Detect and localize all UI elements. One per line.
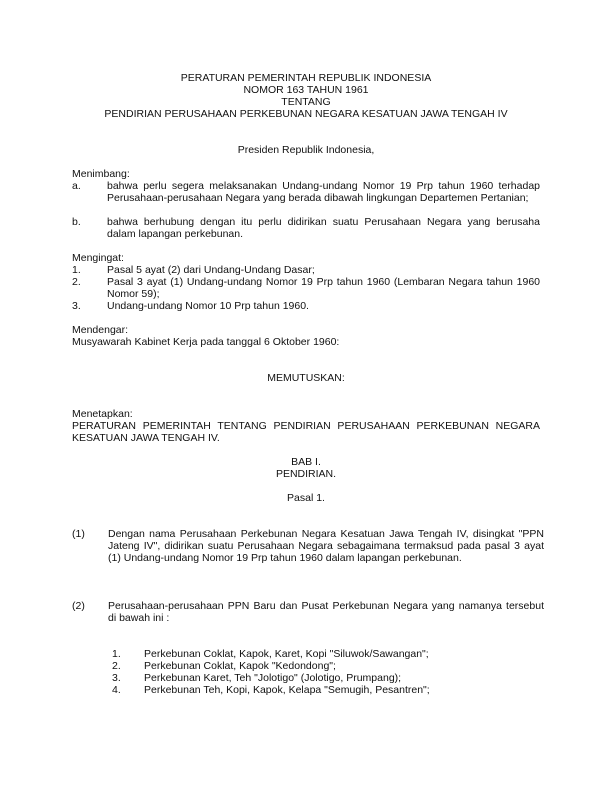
menetapkan-text: PERATURAN PEMERINTAH TENTANG PENDIRIAN PERUSAHAAN PERKEBUNAN NEGARA KESATUAN JAWA TENGAH IV. [72,420,540,444]
estate-marker: 4. [112,684,121,696]
estate-marker: 1. [112,648,121,660]
mengingat-label: Mengingat: [72,252,124,264]
mengingat-text: Pasal 5 ayat (2) dari Undang-Undang Dasar; [107,264,315,276]
estate-marker: 2. [112,660,121,672]
pasal-paragraph-marker: (2) [72,600,85,612]
regulation-title-line: PERATURAN PEMERINTAH REPUBLIK INDONESIA [180,72,432,84]
bab-title: PENDIRIAN. [275,468,337,480]
estate-text: Perkebunan Karet, Teh "Jolotigo" (Jolotigo, Prumpang); [144,672,402,684]
menimbang-text: bahwa perlu segera melaksanakan Undang-undang Nomor 19 Prp tahun 1960 terhadap Perusahaan-perusahaan Negara yang berada dibawah lingkungan Departemen Pertanian; [107,180,540,204]
menimbang-label: Menimbang: [72,168,130,180]
mengingat-marker: 2. [72,276,81,288]
estate-text: Perkebunan Coklat, Kapok "Kedondong"; [144,660,336,672]
menimbang-marker: a. [72,180,81,192]
memutuskan-heading: MEMUTUSKAN: [267,372,345,384]
regulation-tentang: TENTANG [281,96,331,108]
estate-text: Perkebunan Teh, Kopi, Kapok, Kelapa "Semugih, Pesantren"; [144,684,430,696]
pasal-paragraph-text: Perusahaan-perusahaan PPN Baru dan Pusat Perkebunan Negara yang namanya tersebut di bawah ini : [108,600,544,624]
mendengar-label: Mendengar: [72,324,129,336]
regulation-subject: PENDIRIAN PERUSAHAAN PERKEBUNAN NEGARA KESATUAN JAWA TENGAH IV [104,108,508,120]
mengingat-marker: 1. [72,264,81,276]
menimbang-marker: b. [72,216,81,228]
bab-number: BAB I. [291,456,321,468]
mengingat-text: Pasal 3 ayat (1) Undang-undang Nomor 19 Prp tahun 1960 (Lembaran Negara tahun 1960 Nomor 59); [107,276,540,300]
president-line: Presiden Republik Indonesia, [237,144,375,156]
menimbang-text: bahwa berhubung dengan itu perlu didirikan suatu Perusahaan Negara yang berusaha dalam lapangan perkebunan. [107,216,540,240]
mengingat-text: Undang-undang Nomor 10 Prp tahun 1960. [107,300,309,312]
regulation-number: NOMOR 163 TAHUN 1961 [243,84,369,96]
estate-marker: 3. [112,672,121,684]
pasal-paragraph-marker: (1) [72,528,85,540]
menetapkan-label: Menetapkan: [72,408,133,420]
estate-text: Perkebunan Coklat, Kapok, Karet, Kopi "Siluwok/Sawangan"; [144,648,429,660]
mendengar-text: Musyawarah Kabinet Kerja pada tanggal 6 Oktober 1960: [72,336,340,348]
mengingat-marker: 3. [72,300,81,312]
pasal-paragraph-text: Dengan nama Perusahaan Perkebunan Negara Kesatuan Jawa Tengah IV, disingkat "PPN Jateng IV", didirikan suatu Perusahaan Negara sebagaimana termaksud pada pasal 3 ayat (1) Undang-undang Nomor 19 Prp tahun 1960 dalam lapangan perkebunan. [108,528,544,564]
pasal-title: Pasal 1. [287,492,325,504]
